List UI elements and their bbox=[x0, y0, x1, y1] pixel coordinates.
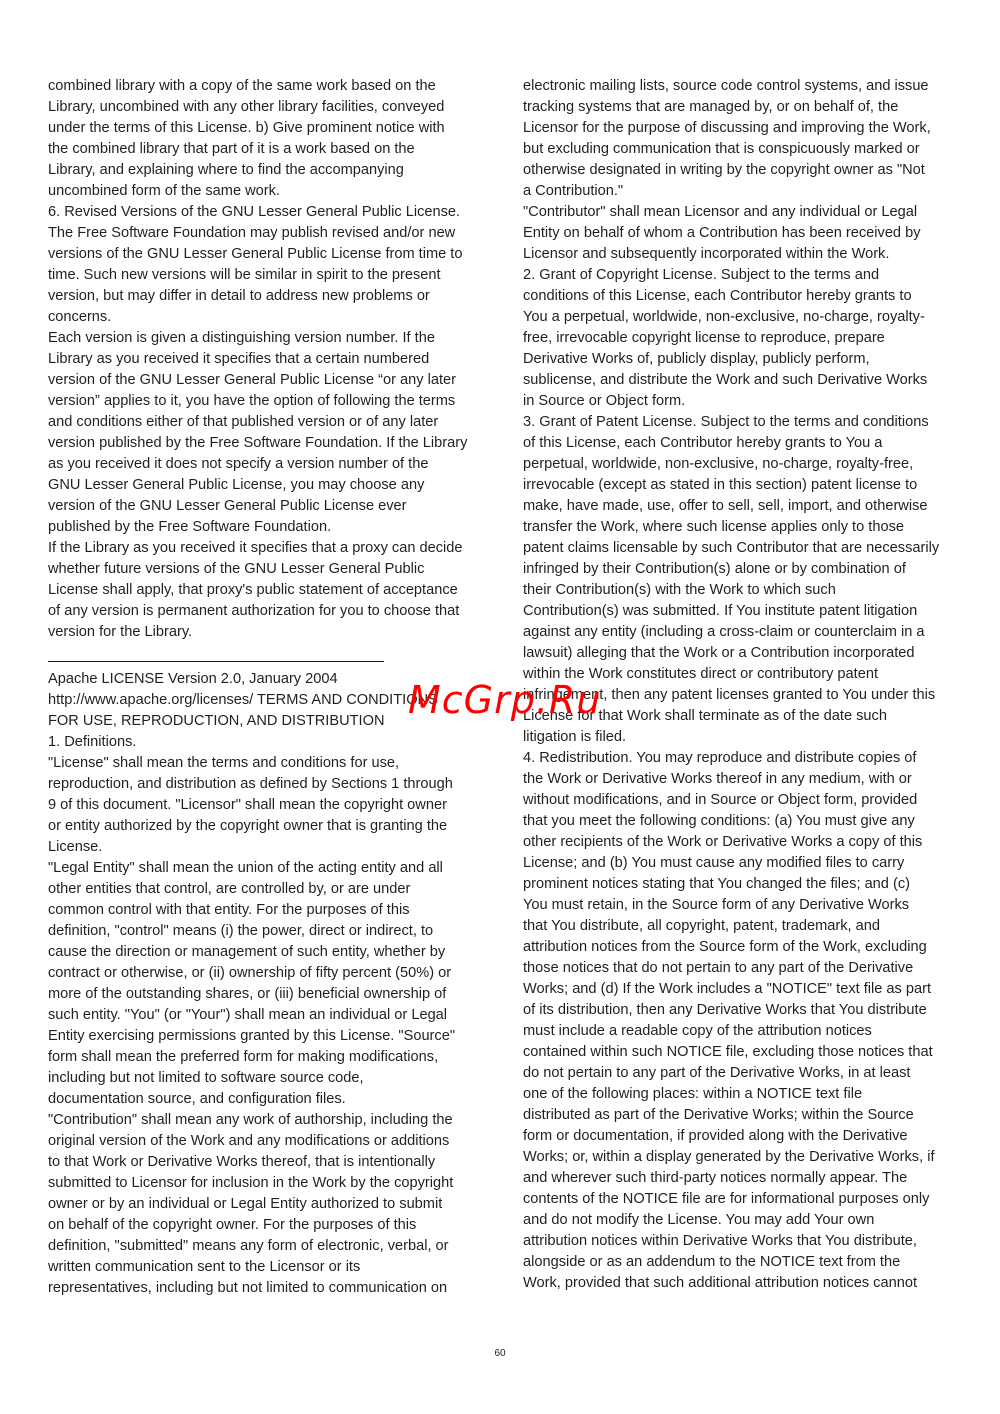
apache-legal-entity-definition: "Legal Entity" shall mean the union of the acting entity and all other entities that control, are controlled by, or are under common control with that entity. For the purposes of this definition, "control" means (i) the power, direct or indirect, to cause the direction or management of such entity, whether by contract or otherwise, or (ii) ownership of fifty percent (50%) or more of the outstanding shares, or (iii) beneficial ownership of such entity. "You" (or "Your") shall mean an individual or Legal Entity exercising permissions granted by this License. "Source" form shall mean the preferred form for making modifications, including but not limited to software source code, documentation source, and configuration files. bbox=[48, 860, 456, 1107]
apache-patent-grant: 3. Grant of Patent License. Subject to the terms and conditions of this License, each Contributor hereby grants to You a perpetual, worldwide, non-exclusive, no-charge, royalty-free, irrevocable (except as stated in this section) patent license to make, have made, use, offer to sell, sell, import, and otherwise transfer the Work, where such license applies only to those patent claims licensable by such Contributor that are necessarily infringed by their Contribution(s) alone or by combination of their Contribution(s) with the Work to which such Contribution(s) was submitted. If You institute patent litigation against any entity (including a cross-claim or counterclaim in a lawsuit) alleging that the Work or a Contribution incorporated within the Work constitutes direct or contributory patent infringement, then any patent licenses granted to You under this License for that Work shall terminate as of the date such litigation is filed. bbox=[523, 414, 940, 745]
apache-copyright-grant: 2. Grant of Copyright License. Subject to the terms and conditions of this License, each Contributor hereby grants to You a perpetual, worldwide, non-exclusive, no-charge, royalty- free, irrevocable copyright license to reproduce, prepare Derivative Works of, publicly display, publicly perform, sublicense, and distribute the Work and such Derivative Works in Source or Object form. bbox=[523, 267, 928, 409]
section-divider bbox=[48, 661, 384, 662]
apache-redistribution: 4. Redistribution. You may reproduce and distribute copies of the Work or Derivative Works thereof in any medium, with or without modifications, and in Source or Object form, provided that you meet the following conditions: (a) You must give any other recipients of the Work or Derivative Works a copy of this License; and (b) You must cause any modified files to carry prominent notices stating that You changed the files; and (c) You must retain, in the Source form of any Derivative Works that You distribute, all copyright, patent, trademark, and attribution notices from the Source form of the Work, excluding those notices that do not pertain to any part of the Derivative Works; and (d) If the Work includes a "NOTICE" text file as part of its distribution, then any Derivative Works that You distribute must include a readable copy of the attribution notices contained within such NOTICE file, excluding those notices that do not pertain to any part of the Derivative Works, in at least one of the following places: within a NOTICE text file distributed as part of the Derivative Works; within the Source form or documentation, if provided along with the Derivative Works; or, within a display generated by the Derivative Works, if and wherever such third-party notices normally appear. The contents of the NOTICE file are for informational purposes only and do not modify the License. You may add Your own attribution notices within Derivative Works that You distribute, alongside or as an addendum to the NOTICE text from the Work, provided that such additional attribution notices cannot bbox=[523, 750, 935, 1291]
watermark-logo: McGrp.Ru bbox=[408, 678, 602, 722]
lgpl-section-6-paragraph: 6. Revised Versions of the GNU Lesser General Public License. The Free Software Foundation may publish revised and/or new versions of the GNU Lesser General Public License from time to time. Such new versions will be similar in spirit to the present version, but may differ in detail to address new problems or concerns. bbox=[48, 204, 463, 325]
lgpl-proxy-paragraph: If the Library as you received it specifies that a proxy can decide whether future versions of the GNU Lesser General Public License shall apply, that proxy's public statement of acceptance of any version is permanent authorization for you to choose that version for the Library. bbox=[48, 540, 463, 640]
apache-license-heading: Apache LICENSE Version 2.0, January 2004 http://www.apache.org/licenses/ TERMS AND CONDITIONS FOR USE, REPRODUCTION, AND DISTRIBUTION bbox=[48, 671, 438, 729]
lgpl-version-paragraph: Each version is given a distinguishing version number. If the Library as you received it specifies that a certain numbered version of the GNU Lesser General Public License “or any later version” applies to it, you have the option of following the terms and conditions either of that published version or of any later version published by the Free Software Foundation. If the Library as you received it does not specify a version number of the GNU Lesser General Public License, you may choose any version of the GNU Lesser General Public License ever published by the Free Software Foundation. bbox=[48, 330, 468, 535]
apache-contribution-continued: electronic mailing lists, source code control systems, and issue tracking systems that are managed by, or on behalf of, the Licensor for the purpose of discussing and improving the Work, but excluding communication that is conspicuously marked or otherwise designated in writing by the copyright owner as "Not a Contribution." bbox=[523, 78, 931, 199]
apache-contributor-definition: "Contributor" shall mean Licensor and any individual or Legal Entity on behalf of whom a Contribution has been received by Licensor and subsequently incorporated within the Work. bbox=[523, 204, 921, 262]
lgpl-paragraph: combined library with a copy of the same work based on the Library, uncombined with any other library facilities, conveyed under the terms of this License. b) Give prominent notice with the combined library that part of it is a work based on the Library, and explaining where to find the accompanying uncombined form of the same work. bbox=[48, 78, 445, 199]
page-number: 60 bbox=[494, 1348, 506, 1359]
apache-license-definition: "License" shall mean the terms and conditions for use, reproduction, and distribution as defined by Sections 1 through 9 of this document. "Licensor" shall mean the copyright owner or entity authorized by the copyright owner that is granting the License. bbox=[48, 755, 453, 855]
apache-contribution-definition: "Contribution" shall mean any work of authorship, including the original version of the Work and any modifications or additions to that Work or Derivative Works thereof, that is intentionally submitted to Licensor for inclusion in the Work by the copyright owner or by an individual or Legal Entity authorized to submit on behalf of the copyright owner. For the purposes of this definition, "submitted" means any form of electronic, verbal, or written communication sent to the Licensor or its representatives, including but not limited to communication on bbox=[48, 1112, 454, 1296]
apache-definitions-heading: 1. Definitions. bbox=[48, 734, 137, 750]
